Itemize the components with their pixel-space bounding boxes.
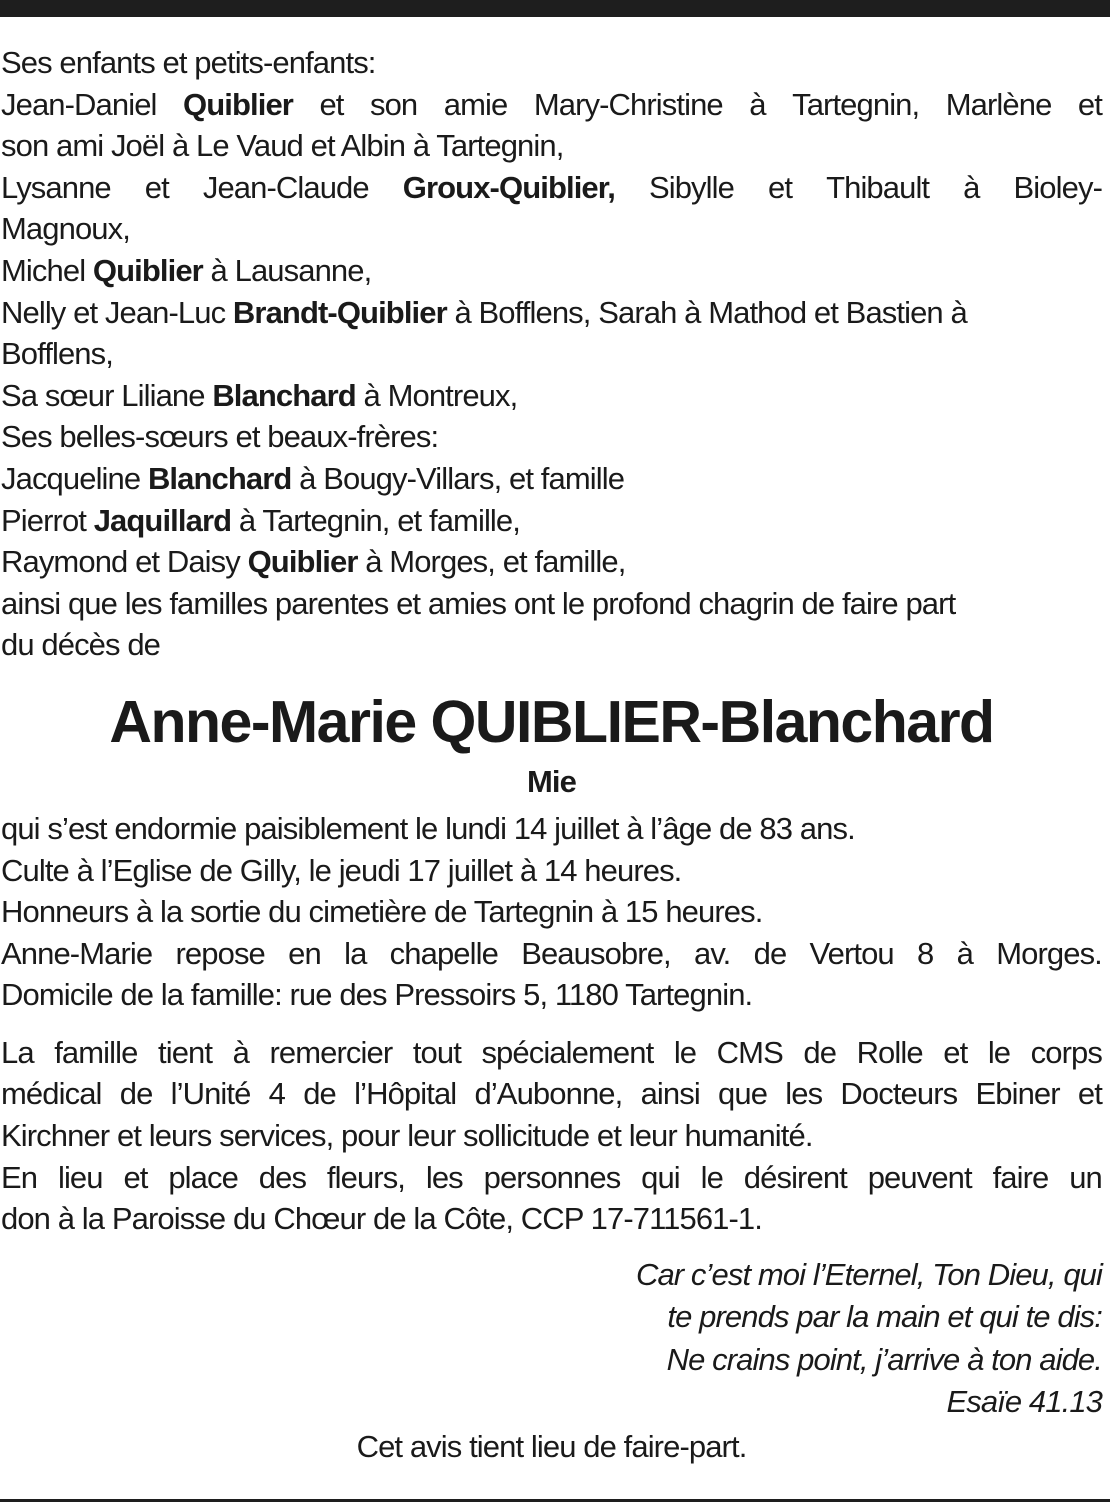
surname: Quiblier bbox=[183, 86, 293, 122]
word: à bbox=[749, 86, 766, 122]
details-line-5: Domicile de la famille: rue des Pressoirs 5, 1180 Tartegnin. bbox=[1, 977, 753, 1013]
word: 4 bbox=[268, 1076, 286, 1112]
family-line-1 bbox=[1, 84, 1102, 126]
word: Tartegnin, bbox=[792, 86, 920, 122]
word: Lysanne bbox=[1, 169, 111, 205]
word: spécialement bbox=[481, 1034, 654, 1070]
text: à Morges, et famille, bbox=[357, 544, 626, 580]
text: Raymond et Daisy bbox=[1, 544, 248, 580]
word: remercier bbox=[269, 1034, 393, 1070]
word: Bioley- bbox=[1013, 169, 1102, 205]
thanks-line-5: don à la Paroisse du Chœur de la Côte, CCP 17-711561-1. bbox=[1, 1201, 762, 1237]
word: Jean-Daniel bbox=[1, 86, 157, 122]
word: des bbox=[258, 1159, 307, 1195]
word: et bbox=[319, 86, 344, 122]
deceased-name: Anne-Marie QUIBLIER-Blanchard bbox=[109, 688, 994, 755]
word: Beausobre, bbox=[521, 935, 671, 971]
deceased-nickname: Mie bbox=[527, 763, 576, 799]
surname: Groux-Quiblier, bbox=[402, 169, 615, 205]
family-line-11 bbox=[1, 500, 1102, 542]
surname: Blanchard bbox=[212, 377, 356, 413]
family-line-13: ainsi que les familles parentes et amies ont le profond chagrin de faire part bbox=[1, 585, 956, 621]
text: à Lausanne, bbox=[202, 252, 372, 288]
family-line-5 bbox=[1, 250, 1102, 292]
text: Sa sœur Liliane bbox=[1, 377, 213, 413]
surname: Blanchard bbox=[147, 460, 292, 496]
word: CMS bbox=[716, 1034, 783, 1070]
word: de bbox=[119, 1076, 153, 1112]
word: son bbox=[369, 86, 418, 122]
word: que bbox=[718, 1076, 768, 1112]
word: désirent bbox=[743, 1159, 847, 1195]
word: repose bbox=[175, 935, 265, 971]
word: et bbox=[1077, 1076, 1102, 1112]
verse-line-1: Car c’est moi l’Eternel, Ton Dieu, qui bbox=[635, 1256, 1102, 1292]
word: La bbox=[1, 1034, 34, 1070]
word: le bbox=[673, 1034, 697, 1070]
word: tout bbox=[412, 1034, 461, 1070]
word: Docteurs bbox=[840, 1076, 958, 1112]
word: de bbox=[303, 1076, 336, 1112]
text: Nelly et Jean-Luc bbox=[1, 294, 233, 330]
details-line-3: Honneurs à la sortie du cimetière de Tartegnin à 15 heures. bbox=[1, 894, 763, 930]
word: et bbox=[123, 1159, 148, 1195]
word: Morges. bbox=[996, 935, 1102, 971]
word: l’Unité bbox=[170, 1076, 251, 1112]
family-line-8 bbox=[1, 375, 1102, 417]
verse-line-2: te prends par la main et qui te dis: bbox=[667, 1299, 1102, 1335]
text: Michel bbox=[1, 252, 93, 288]
text: à Bofflens, Sarah à Mathod et Bastien à bbox=[446, 294, 967, 330]
word: de bbox=[803, 1034, 837, 1070]
word: à bbox=[956, 935, 973, 971]
word: d’Aubonne, bbox=[474, 1076, 623, 1112]
word: amie bbox=[443, 86, 508, 122]
thanks-line-3: Kirchner et leurs services, pour leur sollicitude et leur humanité. bbox=[1, 1118, 813, 1154]
word: Anne-Marie bbox=[1, 935, 153, 971]
word: en bbox=[288, 935, 321, 971]
word: En bbox=[1, 1159, 38, 1195]
word: à bbox=[963, 169, 980, 205]
word: un bbox=[1069, 1159, 1102, 1195]
text: à Bougy-Villars, et famille bbox=[291, 460, 625, 496]
word: faire bbox=[992, 1159, 1049, 1195]
text: à Tartegnin, et famille, bbox=[231, 502, 520, 538]
bottom-rule bbox=[0, 1499, 1110, 1502]
closing-note: Cet avis tient lieu de faire-part. bbox=[356, 1428, 747, 1464]
word: 8 bbox=[917, 935, 934, 971]
details-line-1: qui s’est endormie paisiblement le lundi 14 juillet à l’âge de 83 ans. bbox=[1, 810, 855, 846]
word: ainsi bbox=[640, 1076, 700, 1112]
word: et bbox=[767, 169, 793, 205]
word: le bbox=[700, 1159, 723, 1195]
text: Jacqueline bbox=[1, 460, 148, 496]
word: chapelle bbox=[389, 935, 498, 971]
family-line-6 bbox=[1, 292, 1102, 334]
family-line-3 bbox=[1, 167, 1102, 209]
word: médical bbox=[1, 1076, 102, 1112]
word: lieu bbox=[57, 1159, 103, 1195]
word: Sibylle bbox=[648, 169, 734, 205]
word: qui bbox=[641, 1159, 680, 1195]
word: famille bbox=[54, 1034, 138, 1070]
thanks-line-4 bbox=[1, 1157, 1102, 1199]
word: av. bbox=[694, 935, 731, 971]
family-intro: Ses enfants et petits-enfants: bbox=[1, 45, 376, 80]
word: Rolle bbox=[856, 1034, 923, 1070]
word: la bbox=[344, 935, 367, 971]
verse-line-3: Ne crains point, j’arrive à ton aide. bbox=[666, 1341, 1102, 1377]
word: Vertou bbox=[809, 935, 894, 971]
obituary-notice bbox=[1, 42, 1102, 1467]
text: Pierrot bbox=[1, 502, 94, 538]
thanks-line-1 bbox=[1, 1032, 1102, 1074]
word: Jean-Claude bbox=[202, 169, 369, 205]
word: le bbox=[987, 1034, 1011, 1070]
word: et bbox=[943, 1034, 968, 1070]
top-rule bbox=[0, 0, 1110, 17]
family-line-10 bbox=[1, 458, 1102, 500]
word: de bbox=[753, 935, 787, 971]
word: les bbox=[425, 1159, 463, 1195]
word: place bbox=[168, 1159, 238, 1195]
word: l’Hôpital bbox=[354, 1076, 457, 1112]
word: corps bbox=[1030, 1034, 1102, 1070]
surname: Brandt-Quiblier bbox=[232, 294, 447, 330]
family-list bbox=[1, 42, 1102, 666]
word: Ebiner bbox=[975, 1076, 1060, 1112]
word: les bbox=[785, 1076, 823, 1112]
funeral-details bbox=[1, 808, 1102, 1016]
word: et bbox=[1077, 86, 1102, 122]
details-line-4 bbox=[1, 933, 1102, 975]
surname: Jaquillard bbox=[93, 502, 232, 538]
word: peuvent bbox=[867, 1159, 972, 1195]
word: fleurs, bbox=[326, 1159, 406, 1195]
family-line-9: Ses belles-sœurs et beaux-frères: bbox=[1, 419, 439, 455]
thanks-line-2 bbox=[1, 1073, 1102, 1115]
word: Mary-Christine bbox=[533, 86, 723, 122]
thanks-paragraph bbox=[1, 1032, 1102, 1240]
family-line-7: Bofflens, bbox=[1, 336, 113, 372]
text: à Montreux, bbox=[355, 377, 518, 413]
surname: Quiblier bbox=[247, 544, 358, 580]
word: personnes bbox=[483, 1159, 621, 1195]
word: Thibault bbox=[826, 169, 930, 205]
family-line-2: son ami Joël à Le Vaud et Albin à Tartegnin, bbox=[1, 128, 564, 164]
family-line-14: du décès de bbox=[1, 627, 161, 663]
family-line-4: Magnoux, bbox=[1, 211, 130, 247]
verse-reference: Esaïe 41.13 bbox=[946, 1384, 1102, 1420]
surname: Quiblier bbox=[92, 252, 203, 288]
word: à bbox=[232, 1034, 249, 1070]
word: et bbox=[144, 169, 169, 205]
family-line-12 bbox=[1, 541, 1102, 583]
details-line-2: Culte à l’Eglise de Gilly, le jeudi 17 juillet à 14 heures. bbox=[1, 852, 682, 888]
word: tient bbox=[158, 1034, 213, 1070]
word: Marlène bbox=[945, 86, 1052, 122]
bible-verse bbox=[1, 1254, 1102, 1424]
